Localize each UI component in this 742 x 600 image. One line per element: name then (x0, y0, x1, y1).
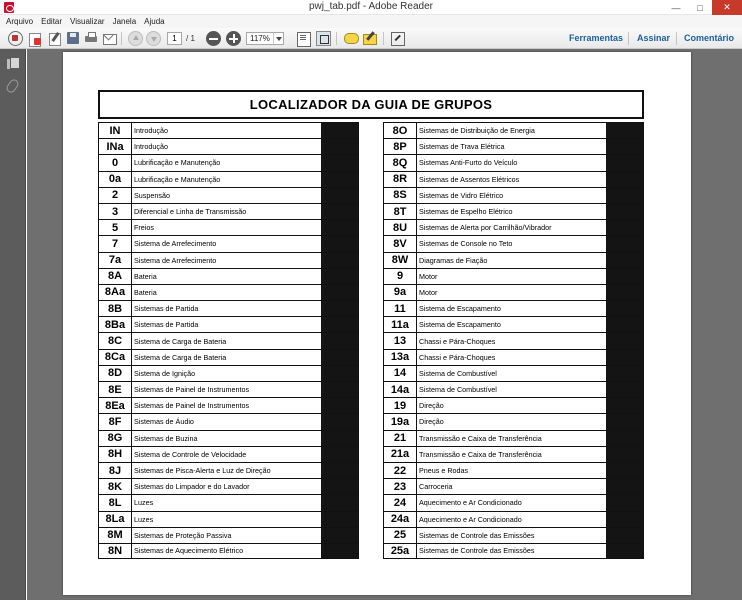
group-row[interactable] (383, 430, 644, 446)
section-tab-marker (321, 188, 358, 203)
group-code: 0 (99, 155, 132, 170)
pdf-page (63, 52, 691, 595)
group-row[interactable] (383, 235, 644, 251)
group-label: Transmissão e Caixa de Transferência (419, 449, 542, 459)
group-label: Sistemas de Áudio (134, 417, 194, 427)
group-label: Sistemas de Alerta por Carrilhão/Vibrador (419, 223, 552, 233)
group-row[interactable] (98, 332, 359, 348)
create-pdf-icon[interactable] (8, 31, 23, 46)
window-title: pwj_tab.pdf - Adobe Reader (309, 1, 433, 12)
next-page-icon[interactable] (146, 31, 161, 46)
previous-page-icon[interactable] (128, 31, 143, 46)
group-code: 0a (99, 172, 132, 187)
group-row[interactable] (383, 349, 644, 365)
group-label: Sistemas de Trava Elétrica (419, 142, 505, 152)
group-row[interactable] (98, 316, 359, 332)
group-row[interactable] (383, 171, 644, 187)
group-row[interactable] (383, 543, 644, 559)
section-tab-marker (606, 285, 643, 300)
vertical-scrollbar[interactable] (730, 49, 742, 600)
group-code: IN (99, 123, 132, 138)
group-label: Sistemas de Painel de Instrumentos (134, 401, 250, 411)
group-code: 8P (384, 139, 417, 154)
group-code: 8F (99, 414, 132, 429)
group-label: Sistemas de Partida (134, 304, 199, 314)
group-code: 8K (99, 479, 132, 494)
group-code: 21a (384, 447, 417, 462)
group-code: 8J (99, 463, 132, 478)
group-code: 22 (384, 463, 417, 478)
group-code: 8C (99, 333, 132, 348)
section-tab-marker (321, 479, 358, 494)
section-tab-marker (606, 139, 643, 154)
document-title: LOCALIZADOR DA GUIA DE GRUPOS (98, 90, 644, 119)
menu-arquivo[interactable]: Arquivo (6, 17, 34, 26)
group-code: 25 (384, 528, 417, 543)
fit-page-icon[interactable] (296, 31, 311, 46)
section-tab-marker (606, 220, 643, 235)
group-row[interactable] (383, 446, 644, 462)
group-row[interactable] (98, 268, 359, 284)
window-controls (664, 0, 742, 15)
group-code: 8Ba (99, 317, 132, 332)
group-row[interactable] (98, 462, 359, 478)
page-number-input[interactable]: 1 (167, 32, 182, 45)
section-tab-marker (321, 204, 358, 219)
group-label: Sistema de Arrefecimento (134, 239, 217, 249)
section-tab-marker (321, 220, 358, 235)
title-bar (0, 0, 742, 15)
group-label: Carroceria (419, 482, 453, 492)
group-label: Sistema de Combustível (419, 385, 497, 395)
section-tab-marker (606, 366, 643, 381)
group-row[interactable] (383, 187, 644, 203)
menu-janela[interactable]: Janela (112, 17, 137, 26)
group-label: Lubrificação e Manutenção (134, 158, 221, 168)
group-code: 8U (384, 220, 417, 235)
print-icon[interactable] (84, 31, 99, 46)
group-row[interactable] (98, 430, 359, 446)
right-group-column (383, 122, 644, 559)
group-code: 8G (99, 431, 132, 446)
section-tab-marker (606, 350, 643, 365)
group-row[interactable] (383, 154, 644, 170)
section-tab-marker (321, 414, 358, 429)
group-row[interactable] (383, 316, 644, 332)
group-code: 21 (384, 431, 417, 446)
sign-button[interactable]: Assinar (637, 33, 671, 43)
group-label: Motor (419, 287, 438, 297)
section-tab-marker (606, 544, 643, 558)
minimize-icon[interactable]: — (671, 2, 681, 13)
group-label: Aquecimento e Ar Condicionado (419, 514, 522, 524)
group-code: 24a (384, 512, 417, 527)
group-label: Sistema de Carga de Bateria (134, 352, 227, 362)
group-row[interactable] (383, 527, 644, 543)
group-row[interactable] (98, 235, 359, 251)
section-tab-marker (606, 414, 643, 429)
group-code: 8O (384, 123, 417, 138)
section-tab-marker (606, 382, 643, 397)
group-code: INa (99, 139, 132, 154)
section-tab-marker (606, 479, 643, 494)
section-tab-marker (321, 285, 358, 300)
group-label: Bateria (134, 271, 157, 281)
section-tab-marker (321, 512, 358, 527)
group-code: 8V (384, 236, 417, 251)
group-label: Luzes (134, 498, 154, 508)
zoom-select[interactable] (246, 32, 284, 45)
group-row[interactable] (98, 494, 359, 510)
section-tab-marker (606, 172, 643, 187)
group-code: 8A (99, 269, 132, 284)
toolbar-separator (383, 32, 384, 45)
group-code: 25a (384, 544, 417, 558)
group-label: Lubrificação e Manutenção (134, 174, 221, 184)
group-code: 19a (384, 414, 417, 429)
section-tab-marker (321, 544, 358, 558)
group-row[interactable] (383, 219, 644, 235)
group-row[interactable] (383, 203, 644, 219)
group-code: 13 (384, 333, 417, 348)
group-label: Sistemas de Pisca-Alerta e Luz de Direção (134, 466, 271, 476)
section-tab-marker (606, 269, 643, 284)
section-tab-marker (606, 301, 643, 316)
read-mode-icon[interactable] (390, 31, 405, 46)
group-label: Chassi e Pára-Choques (419, 336, 496, 346)
zoom-in-icon[interactable] (226, 31, 241, 46)
section-tab-marker (321, 528, 358, 543)
group-label: Sistemas de Buzina (134, 433, 198, 443)
section-tab-marker (321, 398, 358, 413)
group-row[interactable] (383, 365, 644, 381)
group-label: Sistema de Carga de Bateria (134, 336, 227, 346)
group-label: Sistemas de Proteção Passiva (134, 530, 232, 540)
group-code: 13a (384, 350, 417, 365)
group-label: Sistemas de Distribuição de Energia (419, 126, 535, 136)
group-row[interactable] (98, 381, 359, 397)
group-row[interactable] (98, 365, 359, 381)
group-code: 8S (384, 188, 417, 203)
group-label: Sistema de Controle de Velocidade (134, 449, 247, 459)
comment-button[interactable]: Comentário (684, 33, 735, 43)
group-row[interactable] (383, 397, 644, 413)
group-row[interactable] (383, 494, 644, 510)
section-tab-marker (321, 382, 358, 397)
toolbar (0, 28, 742, 49)
group-row[interactable] (98, 187, 359, 203)
group-code: 11a (384, 317, 417, 332)
section-tab-marker (606, 528, 643, 543)
group-label: Direção (419, 417, 444, 427)
section-tab-marker (321, 333, 358, 348)
group-label: Introdução (134, 142, 168, 152)
group-label: Pneus e Rodas (419, 466, 469, 476)
maximize-icon[interactable]: □ (697, 2, 703, 13)
section-tab-marker (606, 317, 643, 332)
page-total: / 1 (186, 34, 195, 43)
group-label: Diagramas de Fiação (419, 255, 488, 265)
section-tab-marker (606, 204, 643, 219)
group-row[interactable] (98, 478, 359, 494)
section-tab-marker (321, 447, 358, 462)
group-code: 14a (384, 382, 417, 397)
edit-icon[interactable] (47, 31, 62, 46)
group-row[interactable] (98, 138, 359, 154)
group-row[interactable] (98, 397, 359, 413)
section-tab-marker (321, 155, 358, 170)
chevron-down-icon[interactable] (273, 33, 283, 44)
group-row[interactable] (383, 332, 644, 348)
group-code: 8E (99, 382, 132, 397)
group-code: 8Aa (99, 285, 132, 300)
section-tab-marker (321, 317, 358, 332)
group-row[interactable] (98, 543, 359, 559)
highlight-icon[interactable] (362, 31, 377, 46)
group-code: 8D (99, 366, 132, 381)
left-group-column (98, 122, 359, 559)
group-label: Luzes (134, 514, 154, 524)
group-row[interactable] (383, 138, 644, 154)
navigation-pane (0, 49, 26, 600)
group-label: Chassi e Pára-Choques (419, 352, 496, 362)
section-tab-marker (606, 495, 643, 510)
menu-editar[interactable]: Editar (41, 17, 63, 26)
group-code: 19 (384, 398, 417, 413)
group-label: Sistemas de Assentos Elétricos (419, 174, 520, 184)
section-tab-marker (606, 463, 643, 478)
group-row[interactable] (98, 300, 359, 316)
group-label: Freios (134, 223, 154, 233)
group-label: Sistema de Escapamento (419, 304, 501, 314)
group-code: 5 (99, 220, 132, 235)
group-label: Sistema de Escapamento (419, 320, 501, 330)
group-code: 24 (384, 495, 417, 510)
group-row[interactable] (383, 462, 644, 478)
tools-button[interactable]: Ferramentas (569, 33, 624, 43)
group-row[interactable] (98, 219, 359, 235)
group-label: Diferencial e Linha de Transmissão (134, 207, 247, 217)
group-label: Transmissão e Caixa de Transferência (419, 433, 542, 443)
group-row[interactable] (383, 381, 644, 397)
group-code: 8L (99, 495, 132, 510)
group-code: 7a (99, 253, 132, 268)
group-label: Sistemas Anti-Furto do Veículo (419, 158, 518, 168)
group-code: 8La (99, 512, 132, 527)
group-row[interactable] (98, 252, 359, 268)
group-row[interactable] (383, 300, 644, 316)
group-row[interactable] (98, 171, 359, 187)
group-label: Sistemas de Controle das Emissões (419, 530, 535, 540)
section-tab-marker (321, 366, 358, 381)
section-tab-marker (606, 253, 643, 268)
group-code: 8Q (384, 155, 417, 170)
toolbar-separator (676, 32, 677, 45)
section-tab-marker (321, 431, 358, 446)
section-tab-marker (606, 333, 643, 348)
group-row[interactable] (98, 413, 359, 429)
save-icon[interactable] (66, 31, 81, 46)
menu-bar (0, 15, 742, 28)
group-code: 8T (384, 204, 417, 219)
zoom-out-icon[interactable] (206, 31, 221, 46)
group-code: 8M (99, 528, 132, 543)
group-label: Sistemas do Limpador e do Lavador (134, 482, 250, 492)
group-row[interactable] (383, 122, 644, 138)
toolbar-separator (628, 32, 629, 45)
group-label: Sistema de Combustível (419, 368, 497, 378)
group-code: 9 (384, 269, 417, 284)
group-row[interactable] (98, 446, 359, 462)
group-row[interactable] (383, 413, 644, 429)
group-row[interactable] (383, 252, 644, 268)
section-tab-marker (606, 188, 643, 203)
group-label: Sistemas de Console no Teto (419, 239, 513, 249)
section-tab-marker (321, 253, 358, 268)
group-code: 8Ca (99, 350, 132, 365)
group-code: 8H (99, 447, 132, 462)
group-row[interactable] (383, 284, 644, 300)
toolbar-separator (121, 32, 122, 45)
section-tab-marker (321, 463, 358, 478)
group-label: Motor (419, 271, 438, 281)
group-row[interactable] (98, 284, 359, 300)
group-label: Sistema de Arrefecimento (134, 255, 217, 265)
group-label: Sistemas de Controle das Emissões (419, 546, 535, 556)
attachments-icon[interactable] (5, 78, 20, 95)
group-code: 8B (99, 301, 132, 316)
group-label: Introdução (134, 126, 168, 136)
group-label: Aquecimento e Ar Condicionado (419, 498, 522, 508)
menu-visualizar[interactable]: Visualizar (70, 17, 105, 26)
group-code: 8N (99, 544, 132, 558)
group-code: 9a (384, 285, 417, 300)
zoom-value: 117% (250, 34, 270, 43)
group-row[interactable] (383, 478, 644, 494)
fit-width-icon[interactable] (316, 31, 331, 46)
group-row[interactable] (98, 203, 359, 219)
section-tab-marker (321, 236, 358, 251)
group-label: Direção (419, 401, 444, 411)
section-tab-marker (321, 123, 358, 138)
group-row[interactable] (98, 122, 359, 138)
group-row[interactable] (383, 268, 644, 284)
section-tab-marker (606, 123, 643, 138)
group-code: 7 (99, 236, 132, 251)
group-label: Sistemas de Partida (134, 320, 199, 330)
group-label: Suspensão (134, 190, 170, 200)
group-label: Sistemas de Vidro Elétrico (419, 190, 504, 200)
section-tab-marker (606, 512, 643, 527)
group-code: 3 (99, 204, 132, 219)
group-row[interactable] (98, 349, 359, 365)
section-tab-marker (606, 155, 643, 170)
group-code: 11 (384, 301, 417, 316)
group-row[interactable] (98, 154, 359, 170)
group-label: Sistemas de Painel de Instrumentos (134, 385, 250, 395)
section-tab-marker (606, 398, 643, 413)
email-icon[interactable] (102, 31, 117, 46)
section-tab-marker (321, 301, 358, 316)
group-row[interactable] (98, 511, 359, 527)
close-icon[interactable]: ✕ (712, 0, 742, 15)
section-tab-marker (321, 139, 358, 154)
group-label: Sistemas de Aquecimento Elétrico (134, 546, 244, 556)
section-tab-marker (606, 236, 643, 251)
section-tab-marker (321, 495, 358, 510)
comment-icon[interactable] (343, 31, 358, 46)
group-code: 2 (99, 188, 132, 203)
open-file-icon[interactable] (28, 31, 43, 46)
toolbar-separator (336, 32, 337, 45)
page-thumbnails-icon[interactable] (7, 57, 18, 70)
group-row[interactable] (383, 511, 644, 527)
group-label: Sistemas de Espelho Elétrico (419, 207, 513, 217)
section-tab-marker (321, 172, 358, 187)
section-tab-marker (606, 447, 643, 462)
group-code: 8W (384, 253, 417, 268)
group-code: 8Ea (99, 398, 132, 413)
group-label: Bateria (134, 287, 157, 297)
section-tab-marker (606, 431, 643, 446)
menu-ajuda[interactable]: Ajuda (144, 17, 165, 26)
group-row[interactable] (98, 527, 359, 543)
document-viewport[interactable] (27, 49, 742, 600)
group-code: 14 (384, 366, 417, 381)
group-label: Sistema de Ignição (134, 368, 196, 378)
group-code: 23 (384, 479, 417, 494)
section-tab-marker (321, 350, 358, 365)
group-code: 8R (384, 172, 417, 187)
section-tab-marker (321, 269, 358, 284)
